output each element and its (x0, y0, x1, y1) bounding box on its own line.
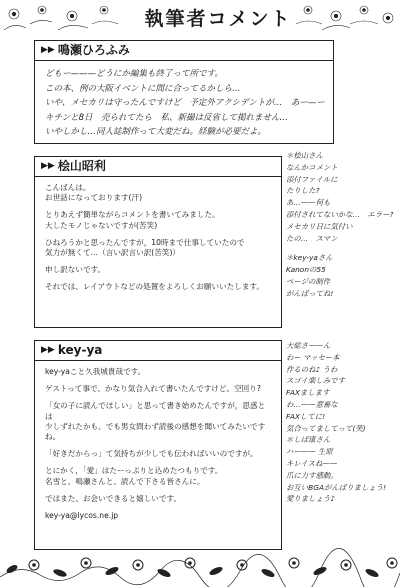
comment-line: 少しずれたかも。でも男女問わず読後の感想を聞いてみたいですね。 (45, 421, 266, 442)
comment-box-hiyama (34, 156, 282, 328)
comment-line: ではまた、お会いできると嬉しいです。 (45, 493, 182, 503)
flower-icon (29, 560, 39, 570)
double-triangle-icon: ▶▶ (41, 161, 55, 171)
note-line: がんばってね! (286, 288, 334, 298)
comment-line: ゲストって事で、かなり気合入れて書いたんですけど。空回り? (45, 384, 261, 394)
note-line: 大総さー—ん (286, 341, 331, 350)
flower-icon (350, 6, 378, 24)
comment-line: 大したモノじゃないですが(苦笑) (45, 220, 158, 230)
note-line: ＊しば康さん (286, 435, 331, 445)
author-name: key-ya (57, 343, 103, 357)
note-line: たりした? (286, 186, 320, 196)
comment-body (35, 177, 281, 293)
flower-icon (81, 558, 91, 568)
note-line: わー マッセー本 (286, 352, 340, 362)
comment-line: キチンと8日 売られてたら 私、新撮は反省して掲れません… (45, 112, 288, 123)
note-line: ページの制作 (286, 276, 331, 286)
flower-icon (133, 560, 143, 570)
note-line: なんかコメント (286, 162, 338, 172)
note-line: FAXしてに! (286, 411, 326, 421)
comment-box-keyya (34, 340, 282, 550)
note-line: キレイスね—— (286, 458, 338, 468)
comment-line: とりあえず簡単ながらコメントを書いてみました。 (45, 210, 220, 220)
comment-line: どもー———どうにか編集も終了って所です。 (45, 69, 223, 79)
comment-line: key-ya@lycos.ne.jp (45, 511, 119, 521)
comment-line: key-yaこと久我城貴哉です。 (45, 367, 146, 376)
flower-icon (289, 558, 299, 568)
comment-line: 気力が無くて…（言い訳言い訳(苦笑)） (45, 248, 181, 258)
note-line: スゴイ楽しみです (286, 376, 345, 386)
section-header (35, 41, 333, 61)
author-name: 桧山昭利 (57, 159, 106, 173)
comment-line: こんばんは。 (45, 183, 91, 192)
comment-line: お世話になっております(汗) (45, 193, 143, 203)
bottom-floral-border (0, 547, 400, 587)
comment-line: 名雪と、鳴瀬さんと、読んで下さる皆さんに。 (45, 476, 205, 486)
comment-line: いやしかし…同人誌制作って大変だね。経験が必要だよ。 (45, 127, 267, 137)
comment-line: とにかく，「愛」はたーっぷりと込めたつもりです。 (45, 466, 223, 476)
note-line: FAXまします (286, 388, 330, 398)
side-note-lower (286, 340, 398, 505)
flower-icon (58, 11, 88, 30)
flower-icon (4, 9, 26, 30)
flower-icon (383, 13, 393, 23)
comment-line: 申し訳ないです。 (45, 265, 106, 275)
comment-body (35, 61, 333, 140)
page-title: 執筆者コメント (144, 8, 292, 30)
comment-line: ひねろうかと思ったんですが，10時まで仕事していたので (45, 237, 245, 247)
flower-icon (387, 558, 397, 568)
section-header (35, 157, 281, 177)
side-note-upper (286, 150, 398, 300)
flower-icon (92, 6, 118, 24)
leaf-icon (260, 567, 275, 578)
note-line: お互いBGAがんばりましょう! (286, 482, 387, 492)
note-line: 気合ってましてって(笑) (286, 423, 366, 433)
author-name: 鳴瀬ひろふみ (57, 43, 130, 57)
leaf-icon (364, 567, 379, 578)
note-line: あ…——何も (286, 198, 331, 208)
comment-line: いや、メセカリは守ったんですけど 予定外アクシデントが… あー—ー (45, 98, 325, 108)
note-line: わ…——意畜な (286, 399, 338, 409)
double-triangle-icon: ▶▶ (41, 345, 55, 355)
note-line: 爪に力す感動。 (286, 470, 338, 480)
note-line: メセカリ日に気付い (286, 221, 353, 231)
note-line: 添付ファイルに (286, 174, 338, 184)
leaf-icon (208, 565, 223, 576)
flower-icon (30, 6, 52, 24)
comment-line: 「女の子に読んでほしい」と思って書き始めたんですが，思惑とは (45, 401, 266, 421)
note-line: ハー—— 生原 (286, 447, 333, 457)
section-header (35, 341, 281, 361)
note-line: ＊桧山さん (286, 151, 323, 160)
leaf-icon (52, 568, 67, 578)
note-line: 作るのね♪ うわ (286, 364, 338, 374)
comment-body (35, 361, 281, 521)
comment-line: 「好きだからっ」て気持ちが少しでも伝わればいいのですが。 (45, 449, 258, 459)
double-triangle-icon: ▶▶ (41, 45, 55, 55)
comment-box-narase (34, 40, 334, 144)
leaf-icon (312, 565, 327, 576)
note-line: ＊key-yaさん (286, 253, 333, 263)
comment-line: この本、例の大阪イベントに間に合ってるかしら… (45, 83, 241, 94)
flower-icon (322, 11, 350, 30)
flower-icon (237, 560, 247, 570)
note-line: たの… スマン (286, 233, 338, 243)
flower-icon (341, 560, 351, 570)
note-line: Kanonの55 (286, 265, 326, 275)
comment-line: それでは、レイアウトなどの処置をよろしくお願いいたします。 (45, 282, 264, 292)
note-line: 愛りましょう♪ (286, 494, 336, 504)
note-line: 添付されてないかな… エラー? (286, 209, 394, 219)
